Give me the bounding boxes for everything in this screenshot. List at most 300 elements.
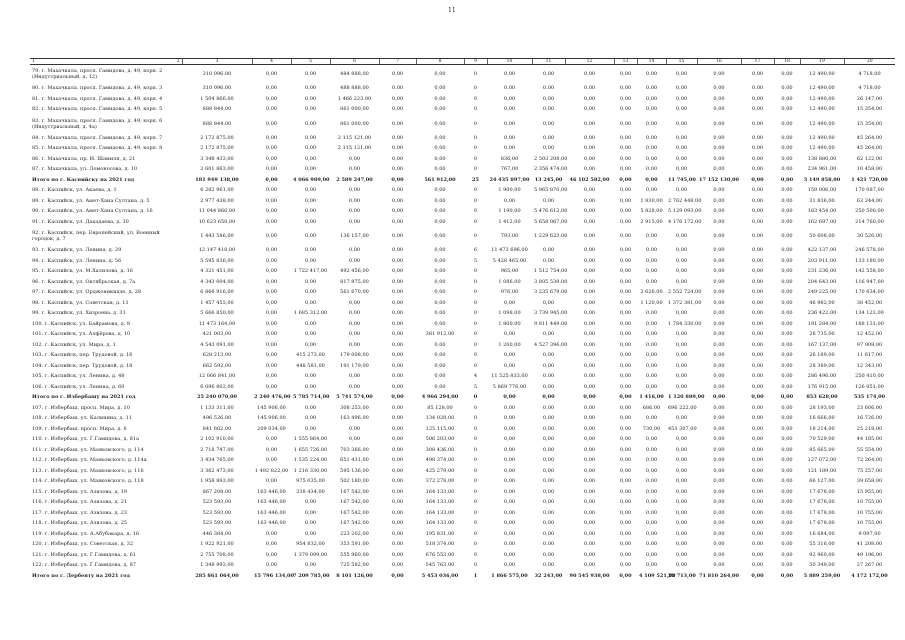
table-cell: 0,00 [645,509,658,516]
table-cell: 0,00 [583,268,596,274]
table-cell: 10 755,00 [856,520,883,526]
table-cell: 164 133,00 [425,509,455,516]
table-row [30,445,895,456]
table-cell: 0,00 [348,208,361,214]
table-cell: 46 982,00 [809,299,835,306]
table-cell: 853 628,00 [806,394,838,400]
table-cell: 0,00 [751,446,764,453]
table-cell: 5 428 465,00 [492,257,527,264]
table-row [30,65,895,84]
table-cell: 44 185,00 [856,436,883,442]
table-cell: 0,00 [542,530,555,537]
table-cell: 0,00 [619,95,632,102]
table-cell: 0,00 [675,71,688,77]
column-number: 11 [532,59,565,65]
table-cell: 39 658,00 [856,478,883,484]
table-cell: 250 410,00 [855,373,884,379]
document-table [30,58,895,581]
table-cell: 0,00 [781,551,793,558]
row-label: 98. г. Каспийск, ул. Советская, д. 11 [32,299,129,306]
table-cell: 0,00 [675,362,688,369]
table-cell: 2 718 747,00 [200,446,234,453]
table-cell: 2 503 208,00 [534,155,568,162]
table-cell: 15 354,00 [856,120,883,127]
table-cell: 3 362 473,00 [200,467,234,474]
table-cell: 0,00 [542,404,555,411]
table-cell: 0,00 [503,394,516,400]
table-cell: 523 593,00 [202,520,232,526]
table-cell: 1 348 993,00 [200,562,234,568]
table-cell: 0,00 [391,208,404,214]
table-cell: 0,00 [781,320,793,327]
table-cell: 0,00 [434,268,446,274]
table-cell: 25 [472,176,479,183]
table-row [30,434,895,445]
table-cell: 246 578,00 [855,247,884,253]
table-cell: 25 240 070,00 [196,394,237,400]
table-cell: 0,00 [645,541,658,547]
table-cell: 0,00 [781,278,793,285]
table-cell: 0,00 [713,120,725,127]
table-cell: 4 966 294,00 [421,394,459,400]
table-cell: 0,00 [645,499,658,505]
table-cell: 0,00 [619,425,632,432]
table-cell: 1 412,00 [498,218,521,225]
table-cell: 1 784 330,00 [668,320,702,327]
table-cell: 0,00 [713,404,725,411]
table-cell: 0,00 [713,289,725,295]
table-cell: 0,00 [503,530,516,537]
table-cell: 0,00 [304,562,317,568]
table-cell: 0,00 [391,218,404,225]
table-cell: 0,00 [781,155,793,162]
table-row [30,350,895,361]
table-cell: 0,00 [751,551,764,558]
table-cell: 1 922 921,00 [200,541,234,547]
table-cell: 446 384,00 [202,530,232,537]
table-cell: 0,00 [619,352,632,358]
table-cell: 17 678,00 [809,488,835,495]
table-cell: 2 172 875,00 [200,134,234,141]
table-cell: 0,00 [542,499,555,505]
table-cell: 0,00 [391,289,404,295]
table-cell: 0,00 [583,299,596,306]
table-cell: 0,00 [675,530,688,537]
table-cell: 0,00 [434,373,446,379]
table-cell: 0,00 [391,268,404,274]
table-cell: 0,00 [675,166,688,172]
table-cell: 0,00 [265,120,278,127]
table-cell: 0,00 [265,457,278,463]
table-cell: 861 000,00 [340,106,369,112]
table-cell: 0,00 [503,509,516,516]
table-row [30,277,895,288]
table-cell: 0,00 [542,71,555,77]
table-cell: 0,00 [434,352,446,358]
table-cell: 0,00 [391,120,404,127]
table-cell: 0,00 [583,257,596,264]
table-cell: 0,00 [675,520,688,526]
table-cell: 127 072,00 [807,457,837,463]
table-cell: 0 [473,436,478,442]
table-cell: 0,00 [713,268,725,274]
table-cell: 0 [473,562,478,568]
table-cell: 0,00 [391,530,404,537]
table-cell: 5 129 093,00 [668,208,702,214]
table-cell: 0,00 [542,551,555,558]
table-cell: 0,00 [503,362,516,369]
table-cell: 0,00 [583,520,596,526]
table-cell: 0,00 [713,95,725,102]
table-cell: 0 [473,352,478,358]
table-cell: 138 880,00 [807,155,837,162]
table-cell: 97 908,00 [856,341,883,348]
table-cell: 0,00 [391,488,404,495]
table-cell: 0,00 [391,562,404,568]
row-label: 113. г. Избербаш, ул. Маяковского, д. 116 [32,467,144,474]
table-cell: 703 366,00 [340,446,369,453]
table-cell: 0,00 [434,362,446,369]
table-cell: 0,00 [265,478,278,484]
table-cell: 0,00 [619,446,632,453]
table-cell: 0,00 [304,530,317,537]
table-cell: 0,00 [645,85,658,91]
table-cell: 0,00 [619,320,632,327]
table-cell: 0,00 [713,208,725,214]
table-cell: 31 836,00 [809,197,835,204]
table-cell: 0,00 [542,457,555,463]
table-cell: 0,00 [713,509,725,516]
table-cell: 381 912,00 [425,331,455,337]
table-cell: 0,00 [713,362,725,369]
table-cell: 203 911,00 [807,257,837,264]
table-cell: 0,00 [619,551,632,558]
table-row [30,83,895,94]
table-cell: 0,00 [391,106,404,112]
table-cell: 498 374,00 [425,457,455,463]
table-cell: 0,00 [265,373,278,379]
row-label: 100. г. Каспийск, ул. Байрамова, д. 8 [32,320,131,327]
table-cell: 0 [473,310,478,316]
table-cell: 817 875,00 [340,278,369,285]
table-cell: 0,00 [712,394,726,400]
table-cell: 0,00 [675,457,688,463]
table-row [30,217,895,228]
column-number: 16 [697,59,741,65]
table-cell: 0,00 [542,446,555,453]
table-cell: 121 189,00 [807,467,837,474]
column-number: 19 [800,59,844,65]
table-cell: 0,00 [265,95,278,102]
table-cell: 170 634,00 [855,289,884,295]
table-cell: 0,00 [391,425,404,432]
table-cell: 730,00 [642,425,661,432]
table-cell: 0,00 [713,551,725,558]
table-cell: 0,00 [391,95,404,102]
table-cell: 2 977 438,00 [200,197,234,204]
row-label: 82. г. Махачкала, просп. Гамидова, д. 49, корп. 5 [32,106,163,112]
table-cell: 0,00 [434,310,446,316]
table-cell: 0,00 [542,415,555,421]
table-cell: 0,00 [645,520,658,526]
table-cell: 0,00 [751,331,764,337]
table-cell: 0,00 [781,310,793,316]
table-cell: 159 006,00 [807,187,837,193]
table-cell: 0,00 [619,278,632,285]
table-cell: 0,00 [619,404,632,411]
table-cell: 0,00 [751,278,764,285]
table-cell: 555 960,00 [340,551,369,558]
table-cell: 0,00 [645,187,658,193]
table-cell: 0,00 [675,467,688,474]
table-cell: 0,00 [503,520,516,526]
table-cell: 5 965 870,00 [534,187,568,193]
table-cell: 0,00 [781,289,793,295]
table-row [30,424,895,435]
table-cell: 1 492 822,00 [254,467,289,474]
table-cell: 0,00 [619,176,632,183]
table-cell: 0,00 [583,95,596,102]
table-cell: 0,00 [434,289,446,295]
table-cell: 0,00 [583,155,596,162]
table-cell: 0,00 [542,478,555,484]
table-cell: 0,00 [781,457,793,463]
table-cell: 0,00 [675,268,688,274]
table-cell: 25 218,00 [856,425,883,432]
table-cell: 841 602,00 [202,425,232,432]
table-cell: 0,00 [304,341,317,348]
table-cell: 0,00 [781,331,793,337]
table-cell: 502 180,00 [340,478,369,484]
table-cell: 236 422,00 [807,310,837,316]
table-cell: 0,00 [583,145,596,151]
table-cell: 41 208,00 [856,541,883,547]
table-cell: 0,00 [583,541,596,547]
table-cell: 28 389,00 [809,362,835,369]
table-body [30,65,895,582]
table-cell: 0,00 [751,488,764,495]
table-cell: 0,00 [781,120,793,127]
table-cell: 0,00 [781,145,793,151]
table-cell: 0 [473,95,478,102]
table-cell: 1 512 754,00 [534,268,568,274]
table-cell: 0,00 [304,166,317,172]
table-cell: 0,00 [619,299,632,306]
table-row [30,361,895,372]
table-cell: 0,00 [713,341,725,348]
table-cell: 0,00 [503,488,516,495]
table-cell: 0,00 [391,541,404,547]
table-cell: 0,00 [265,320,278,327]
table-cell: 0,00 [348,425,361,432]
column-number: 10 [487,59,532,65]
table-cell: 0,00 [619,530,632,537]
table-cell: 204 643,00 [807,278,837,285]
table-cell: 0,00 [713,415,725,421]
table-cell: 518 374,00 [425,541,455,547]
table-cell: 10 755,00 [856,499,883,505]
table-cell: 0,00 [503,457,516,463]
table-cell: 0,00 [503,95,516,102]
table-cell: 71 810 264,00 [699,572,740,579]
table-cell: 0,00 [675,85,688,91]
table-cell: 0,00 [713,71,725,77]
table-cell: 0,00 [304,197,317,204]
table-cell: 142 558,00 [855,268,884,274]
table-cell: 0,00 [619,218,632,225]
table-cell: 0,00 [583,446,596,453]
table-cell: 0,00 [265,247,278,253]
table-cell: 0,00 [675,145,688,151]
table-cell: 0 [473,551,478,558]
table-cell: 2 601 863,00 [200,166,234,172]
table-cell: 0,00 [619,155,632,162]
table-cell: 0,00 [751,257,764,264]
table-cell: 0,00 [645,373,658,379]
table-row [30,403,895,414]
table-cell: 595 136,00 [340,467,369,474]
table-cell: 0,00 [583,530,596,537]
table-cell: 0,00 [675,120,688,127]
table-cell: 0,00 [583,467,596,474]
table-cell: 0,00 [503,446,516,453]
table-cell: 0,00 [265,299,278,306]
table-cell: 0,00 [304,247,317,253]
table-cell: 0,00 [751,289,764,295]
table-cell: 26 735,00 [809,331,835,337]
table-cell: 0,00 [781,373,793,379]
table-cell: 0,00 [751,310,764,316]
table-cell: 0,00 [619,247,632,253]
row-label: 111. г. Избербаш, ул. Маяковского, д. 114 [32,446,144,453]
table-cell: 0,00 [391,233,404,239]
table-cell: 0,00 [583,373,596,379]
table-cell: 0,00 [619,106,632,112]
table-row [30,115,895,133]
table-cell: 0,00 [542,373,555,379]
table-cell: 0,00 [542,120,555,127]
table-cell: 492 456,00 [340,268,369,274]
table-cell: 0,00 [675,499,688,505]
table-cell: 0 [473,530,478,537]
column-number: 6 [330,59,379,65]
table-cell: 0 [473,415,478,421]
table-cell: 0,00 [751,320,764,327]
table-cell: 0,00 [675,415,688,421]
table-cell: 954 832,00 [296,541,325,547]
table-cell: 0,00 [583,394,596,400]
table-cell: 0,00 [503,197,516,204]
table-cell: 0,00 [583,457,596,463]
row-label: Итого по г. Каспийску на 2021 год [32,176,135,183]
table-cell: 0,00 [619,233,632,239]
table-cell: 0,00 [265,541,278,547]
table-cell: 0,00 [583,187,596,193]
table-cell: 0,00 [265,551,278,558]
table-cell: 0 [473,233,478,239]
table-cell: 0,00 [391,310,404,316]
table-cell: 0,00 [391,520,404,526]
table-row [30,185,895,196]
table-cell: 0,00 [391,499,404,505]
table-cell: 0,00 [391,257,404,264]
table-cell: 0,00 [645,247,658,253]
table-cell: 12 490,00 [809,145,835,151]
table-cell: 0,00 [542,509,555,516]
table-cell: 16 726,00 [856,415,883,421]
table-cell: 0 [473,120,478,127]
table-cell: 0,00 [751,394,764,400]
table-cell: 0,00 [583,341,596,348]
table-cell: 0,00 [619,268,632,274]
table-cell: 0,00 [713,166,725,172]
table-cell: 8 101 126,00 [336,572,373,579]
table-cell: 136 157,00 [340,233,369,239]
table-cell: 5 828,00 [640,208,663,214]
table-cell: 0,00 [304,218,317,225]
table-cell: 0,00 [542,197,555,204]
table-cell: 0,00 [391,331,404,337]
table-cell: 0,00 [348,247,361,253]
row-label: 108. г. Избербаш, ул. Калинина, д. 11 [32,415,133,421]
table-cell: 163 446,00 [257,488,286,495]
table-cell: 5 [473,257,478,264]
table-cell: 0,00 [304,95,317,102]
table-cell: 0,00 [781,197,793,204]
table-cell: 0,00 [751,509,764,516]
table-cell: 0,00 [265,289,278,295]
table-cell: 4 109 521,00 [639,572,676,579]
table-cell: 0,00 [619,457,632,463]
table-cell: 0 [473,478,478,484]
table-cell: 1 958 893,00 [200,478,234,484]
table-cell: 0,00 [304,520,317,526]
table-cell: 0,00 [645,488,658,495]
table-cell: 0,00 [304,106,317,112]
table-cell: 0,00 [751,208,764,214]
table-cell: 1 655 726,00 [293,446,328,453]
row-label: 115. г. Избербаш, ул. Азизова, д. 19 [32,488,128,495]
table-cell: 0,00 [781,425,793,432]
table-cell: 0,00 [751,436,764,442]
table-cell: 0,00 [434,145,446,151]
table-cell: 0,00 [434,233,446,239]
table-cell: 2 240 476,00 [254,394,291,400]
table-cell: 6 866 916,00 [200,289,234,295]
table-cell: 0,00 [265,134,278,141]
table-cell: 0,00 [781,85,793,91]
table-cell: 415 273,00 [296,352,325,358]
table-cell: 0,00 [583,425,596,432]
table-cell: 0,00 [751,352,764,358]
table-cell: 0,00 [304,71,317,77]
table-cell: 2 102 910,00 [200,436,234,442]
table-cell: 0,00 [391,373,404,379]
table-row [30,154,895,165]
table-cell: 4 543 091,00 [200,341,234,348]
column-number: 9 [464,59,487,65]
table-cell: 0,00 [583,106,596,112]
table-cell: 0,00 [713,331,725,337]
table-cell: 16 666,00 [809,415,835,421]
table-cell: 0,00 [713,373,725,379]
table-row [30,287,895,298]
table-cell: 0,00 [348,373,361,379]
table-cell: 6 282 961,00 [200,187,234,193]
table-cell: 0 [473,488,478,495]
table-cell: 18 214,00 [809,425,835,432]
table-cell: 976,00 [500,289,519,295]
